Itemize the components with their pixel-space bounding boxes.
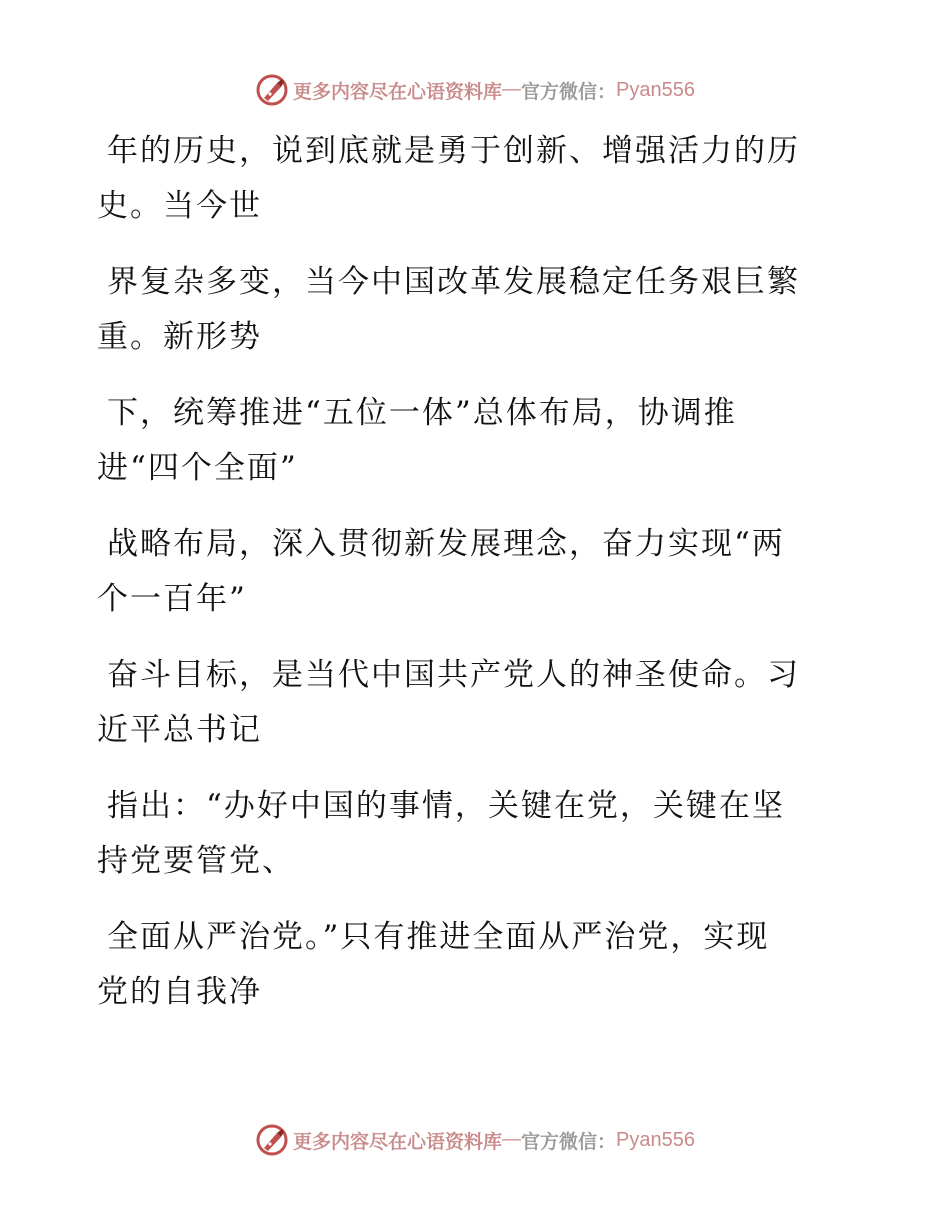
- header-banner: [0, 70, 950, 110]
- paragraph-line: 进“四个全面”: [97, 450, 298, 486]
- paragraph-line: 史。当今世: [97, 188, 262, 224]
- paragraph: [97, 910, 837, 1020]
- paragraph: [97, 386, 837, 496]
- pen-nib-logo-icon: [255, 1123, 289, 1157]
- paragraph-line: 奋斗目标，是当代中国共产党人的神圣使命。习: [107, 657, 800, 693]
- paragraph-line: 持党要管党、: [97, 843, 295, 879]
- banner-text: 更多内容尽在心语资料库: [293, 80, 503, 103]
- paragraph-line: 界复杂多变，当今中国改革发展稳定任务艰巨繁: [107, 264, 800, 300]
- paragraph-line: 重。新形势: [97, 319, 262, 355]
- pen-nib-logo-icon: [255, 73, 289, 107]
- paragraph-line: 近平总书记: [97, 712, 262, 748]
- paragraph: [97, 124, 837, 234]
- paragraph-line: 下，统筹推进“五位一体”总体布局，协调推: [107, 395, 737, 431]
- banner-wechat-id: Pyan556: [616, 78, 695, 101]
- paragraph-line: 战略布局，深入贯彻新发展理念，奋力实现“两: [107, 526, 785, 562]
- paragraph-line: 全面从严治党。”只有推进全面从严治党，实现: [107, 919, 770, 955]
- document-body: [97, 124, 837, 1041]
- banner-separator: —: [502, 1129, 522, 1150]
- paragraph-line: 年的历史，说到底就是勇于创新、增强活力的历: [107, 133, 800, 169]
- banner-separator: —: [502, 79, 522, 100]
- paragraph-line: 党的自我净: [97, 974, 262, 1010]
- banner-official-label: 官方微信：: [521, 80, 617, 103]
- paragraph-line: 个一百年”: [97, 581, 247, 617]
- paragraph: [97, 779, 837, 889]
- paragraph-line: 指出：“办好中国的事情，关键在党，关键在坚: [107, 788, 785, 824]
- footer-banner: [0, 1120, 950, 1160]
- banner-wechat-id: Pyan556: [616, 1128, 695, 1151]
- paragraph: [97, 517, 837, 627]
- paragraph: [97, 648, 837, 758]
- banner-official-label: 官方微信：: [521, 1130, 617, 1153]
- paragraph: [97, 255, 837, 365]
- banner-text: 更多内容尽在心语资料库: [293, 1130, 503, 1153]
